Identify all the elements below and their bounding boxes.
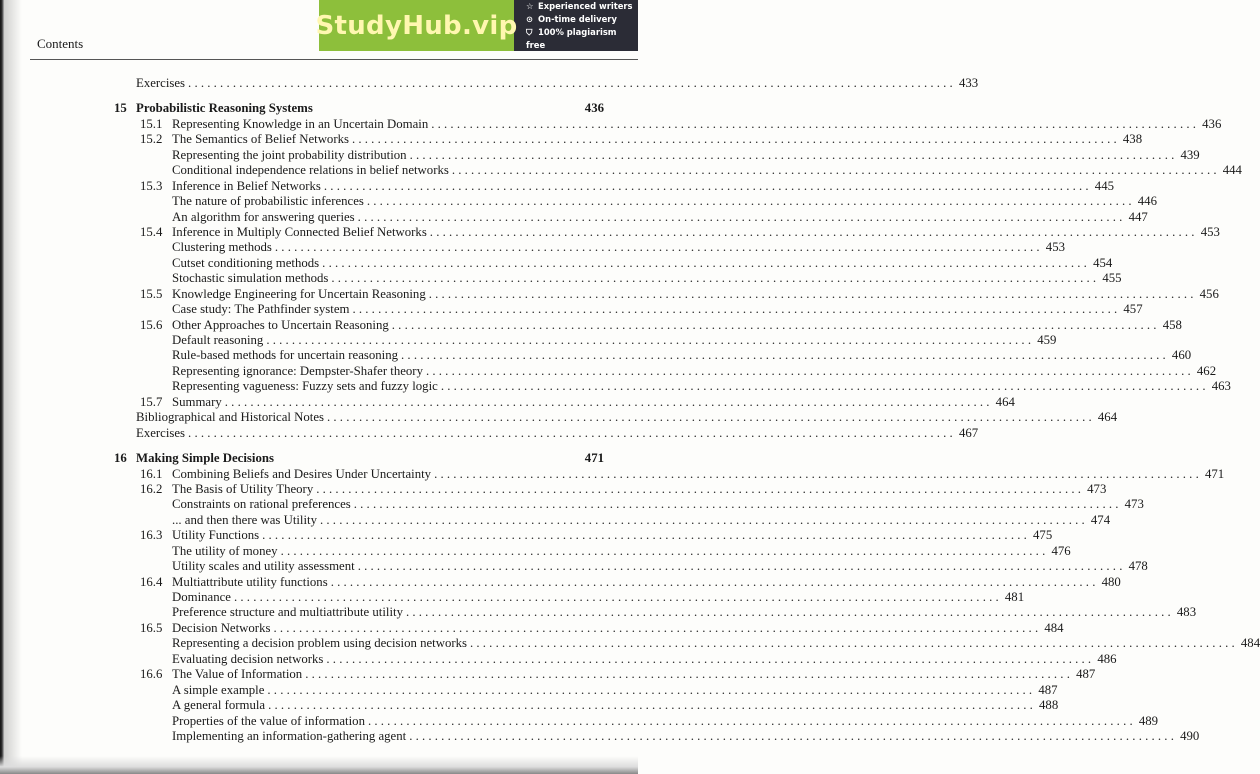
toc-section-entry[interactable] <box>114 528 1053 543</box>
entry-title: Utility scales and utility assessment <box>172 559 355 574</box>
entry-title: Representing vagueness: Fuzzy sets and fuzzy logic <box>172 379 438 394</box>
page-number: 484 <box>1044 620 1064 635</box>
leader-dots: ........................................................................................................................ <box>188 76 956 90</box>
leader-dots: ........................................................................................................................ <box>351 132 1120 147</box>
page-number: 454 <box>1093 255 1113 270</box>
toc-section-entry[interactable] <box>114 667 1096 682</box>
page-number: 487 <box>1038 682 1058 697</box>
page-number: 471 <box>1204 466 1225 481</box>
page-number: 455 <box>1102 271 1122 286</box>
section-number: 16.5 <box>140 620 163 635</box>
section-number: 15.2 <box>140 132 163 147</box>
page-number: 447 <box>1128 209 1148 224</box>
section-number: 15.4 <box>140 224 163 239</box>
entry-title: Evaluating decision networks <box>172 651 324 666</box>
page-number: 436 <box>1202 116 1222 131</box>
page-number: 476 <box>1051 543 1071 558</box>
toc-subsection-entry[interactable] <box>114 271 1122 286</box>
page-number: 475 <box>1033 528 1053 543</box>
page-number: 474 <box>1090 512 1111 527</box>
chapter-16-entries <box>114 466 1260 745</box>
perk-item: ⛉ 100% plagiarism free <box>526 26 617 50</box>
page-number: 460 <box>1171 348 1192 363</box>
toc-section-entry[interactable] <box>114 317 1182 333</box>
page-number: 473 <box>1124 497 1144 512</box>
leader-dots: ........................................................................................................................ <box>353 497 1122 512</box>
entry-title: A general formula <box>172 698 266 713</box>
toc-subsection-entry[interactable] <box>114 163 1242 178</box>
toc-subsection-entry[interactable] <box>114 636 1260 651</box>
table-of-contents <box>114 76 1260 744</box>
toc-subsection-entry[interactable] <box>114 682 1058 698</box>
entry-title: Preference structure and multiattribute utility <box>172 605 403 620</box>
perk-item: ⊙ On-time delivery <box>526 13 617 24</box>
page-number: 480 <box>1101 574 1121 589</box>
chapter-heading-15[interactable]: 15 Probabilistic Reasoning Systems 436 <box>114 101 604 116</box>
leader-dots: ........................................................................................................................ <box>327 410 1095 425</box>
page-number: 473 <box>1087 481 1107 496</box>
entry-title: The nature of probabilistic inferences <box>172 194 364 209</box>
leader-dots: ........................................................................................................................ <box>401 348 1169 363</box>
leader-dots: ........................................................................................................................ <box>262 528 1031 543</box>
brand-logo[interactable]: StudyHub.vip <box>319 0 514 51</box>
page-number: 444 <box>1222 163 1242 178</box>
page-number: 438 <box>1122 132 1143 147</box>
entry-title: Default reasoning <box>172 333 264 347</box>
entry-title: Knowledge Engineering for Uncertain Reasoning <box>172 286 426 301</box>
toc-section-entry[interactable] <box>114 178 1114 194</box>
toc-subsection-entry[interactable] <box>114 728 1200 744</box>
entry-title: Representing a decision problem using decision networks <box>172 636 467 651</box>
page-number: 445 <box>1094 178 1114 193</box>
page-number: 446 <box>1137 194 1157 209</box>
entry-title: An algorithm for answering queries <box>172 209 355 224</box>
toc-subsection-entry[interactable] <box>114 713 1159 729</box>
entry-title: Representing ignorance: Dempster-Shafer theory <box>172 363 423 378</box>
entry-title: Case study: The Pathfinder system <box>172 302 350 317</box>
leader-dots: ........................................................................................................................ <box>352 302 1121 317</box>
toc-subsection-entry[interactable] <box>114 543 1071 559</box>
leader-dots: ........................................................................................................................ <box>267 682 1036 697</box>
entry-title: Implementing an information-gathering agent <box>172 728 407 743</box>
section-number: 16.6 <box>140 667 163 682</box>
leader-dots: ........................................................................................................................ <box>274 240 1043 255</box>
page-number: 439 <box>1180 147 1200 162</box>
entry-title: Combining Beliefs and Desires Under Uncertainty <box>172 466 432 481</box>
leader-dots: ........................................................................................................................ <box>451 163 1220 178</box>
leader-dots: ........................................................................................................................ <box>429 224 1198 239</box>
section-number: 15.1 <box>140 116 163 131</box>
leader-dots: ........................................................................................................................ <box>391 317 1160 332</box>
entry-title: Utility Functions <box>172 528 260 543</box>
leader-dots: ........................................................................................................................ <box>320 512 1088 527</box>
page-number: 487 <box>1076 667 1096 682</box>
page-bottom-edge <box>0 756 638 774</box>
section-number: 15.6 <box>140 317 163 332</box>
toc-section-entry[interactable] <box>114 286 1219 302</box>
toc-section-entry[interactable] <box>114 132 1143 147</box>
toc-section-entry[interactable] <box>114 481 1107 497</box>
entry-title: Decision Networks <box>172 620 271 635</box>
leader-dots: ........................................................................................................................ <box>280 543 1049 558</box>
entry-title: Multiattribute utility functions <box>172 574 328 589</box>
page-number: 478 <box>1128 559 1148 574</box>
section-number: 15.5 <box>140 286 163 301</box>
shield-icon: ⛉ <box>526 26 533 37</box>
leader-dots: ........................................................................................................................ <box>330 574 1099 589</box>
entry-title: Properties of the value of information <box>172 713 365 728</box>
page-number: 457 <box>1123 302 1143 317</box>
toc-subsection-entry[interactable] <box>114 240 1065 255</box>
leader-dots: ........................................................................................................................ <box>268 698 1037 713</box>
running-head: Contents <box>37 36 84 51</box>
page-number: 453 <box>1200 224 1220 239</box>
leader-dots: ........................................................................................................................ <box>409 728 1178 743</box>
toc-subsection-entry[interactable] <box>114 559 1148 574</box>
toc-entry-notes[interactable]: Bibliographical and Historical Notes ........................................................................................................................ 464 <box>136 410 1118 425</box>
leader-dots: ........................................................................................................................ <box>224 394 993 409</box>
entry-title: Inference in Belief Networks <box>172 178 321 193</box>
page-number: 458 <box>1162 317 1182 332</box>
toc-section-entry[interactable] <box>114 224 1220 240</box>
star-icon: ☆ <box>526 0 534 11</box>
page-number: 456 <box>1199 286 1219 301</box>
leader-dots: ........................................................................................................................ <box>367 713 1136 728</box>
page-number: 481 <box>1004 590 1025 604</box>
perk-item: ☆ Experienced writers <box>526 0 633 11</box>
chapter-15-entries <box>114 116 1242 410</box>
toc-subsection-entry[interactable] <box>114 194 1157 209</box>
page-number: 453 <box>1045 240 1065 255</box>
entry-title: Stochastic simulation methods <box>172 271 329 286</box>
toc-section-entry[interactable] <box>114 394 1015 410</box>
entry-title: Representing Knowledge in an Uncertain Domain <box>172 116 429 131</box>
page-number: 489 <box>1138 713 1159 728</box>
promo-banner[interactable] <box>315 0 638 51</box>
toc-section-entry[interactable] <box>114 620 1064 636</box>
toc-section-entry[interactable] <box>114 574 1121 590</box>
entry-title: The utility of money <box>172 543 278 558</box>
toc-entry-exercises[interactable]: Exercises ........................................................................................................................ 467 <box>136 425 979 440</box>
toc-subsection-entry[interactable] <box>114 302 1143 317</box>
spine-shadow <box>4 0 22 774</box>
entry-title: Other Approaches to Uncertain Reasoning <box>172 317 389 332</box>
toc-subsection-entry[interactable] <box>114 651 1117 667</box>
clock-icon: ⊙ <box>526 13 534 24</box>
leader-dots: ........................................................................................................................ <box>326 651 1095 666</box>
leader-dots: ........................................................................................................................ <box>440 379 1209 394</box>
section-number: 16.1 <box>140 466 163 481</box>
section-number: 15.7 <box>140 394 163 409</box>
entry-title: Summary <box>172 394 222 409</box>
toc-subsection-entry[interactable] <box>114 512 1111 528</box>
section-number: 16.3 <box>140 528 163 543</box>
toc-subsection-entry[interactable] <box>114 497 1144 512</box>
page-number: 490 <box>1180 728 1200 743</box>
entry-title: Rule-based methods for uncertain reasoning <box>172 348 399 363</box>
entry-title: The Value of Information <box>172 667 303 682</box>
leader-dots: ........................................................................................................................ <box>305 667 1074 682</box>
leader-dots: ........................................................................................................................ <box>434 466 1202 481</box>
entry-title: Dominance <box>172 590 231 604</box>
chapter-heading-16[interactable]: 16 Making Simple Decisions 471 <box>114 451 604 466</box>
leader-dots: ........................................................................................................................ <box>323 178 1092 193</box>
toc-subsection-entry[interactable] <box>114 147 1200 163</box>
page-number: 488 <box>1039 698 1059 713</box>
leader-dots: ........................................................................................................................ <box>322 255 1091 270</box>
page-number: 483 <box>1176 605 1197 620</box>
entry-title: A simple example <box>172 682 265 697</box>
entry-title: Inference in Multiply Connected Belief Networks <box>172 224 427 239</box>
entry-title: Conditional independence relations in belief networks <box>172 163 449 178</box>
leader-dots: ........................................................................................................................ <box>469 636 1238 651</box>
entry-title: Representing the joint probability distribution <box>172 147 407 162</box>
page-number: 462 <box>1196 363 1217 378</box>
perk-list <box>514 0 638 51</box>
entry-title: Clustering methods <box>172 240 272 255</box>
toc-subsection-entry[interactable] <box>114 255 1113 271</box>
leader-dots: ........................................................................................................................ <box>366 194 1135 209</box>
toc-subsection-entry[interactable] <box>114 698 1059 713</box>
leader-dots: ........................................................................................................................ <box>425 363 1194 378</box>
toc-entry-exercises[interactable]: Exercises ........................................................................................................................ 433 <box>136 76 979 90</box>
leader-dots: ........................................................................................................................ <box>273 620 1042 635</box>
leader-dots: ........................................................................................................................ <box>431 116 1200 131</box>
toc-subsection-entry[interactable] <box>114 333 1057 348</box>
leader-dots: ........................................................................................................................ <box>234 590 1002 604</box>
leader-dots: ........................................................................................................................ <box>357 559 1126 574</box>
section-number: 15.3 <box>140 178 163 193</box>
leader-dots: ........................................................................................................................ <box>428 286 1197 301</box>
toc-subsection-entry[interactable] <box>114 348 1192 363</box>
header-rule <box>30 59 638 60</box>
leader-dots: ........................................................................................................................ <box>266 333 1035 347</box>
toc-subsection-entry[interactable] <box>114 363 1217 379</box>
toc-subsection-entry[interactable] <box>114 605 1197 620</box>
leader-dots: ........................................................................................................................ <box>188 425 956 440</box>
entry-title: Constraints on rational preferences <box>172 497 351 512</box>
toc-subsection-entry[interactable] <box>114 590 1025 605</box>
leader-dots: ........................................................................................................................ <box>405 605 1174 620</box>
leader-dots: ........................................................................................................................ <box>316 481 1085 496</box>
leader-dots: ........................................................................................................................ <box>357 209 1126 224</box>
leader-dots: ........................................................................................................................ <box>331 271 1100 286</box>
toc-subsection-entry[interactable] <box>114 209 1148 225</box>
toc-subsection-entry[interactable] <box>114 379 1231 394</box>
page-number: 463 <box>1211 379 1231 394</box>
entry-title: The Basis of Utility Theory <box>172 481 314 496</box>
page-number: 464 <box>995 394 1015 409</box>
toc-section-entry[interactable] <box>114 466 1225 482</box>
entry-title: Cutset conditioning methods <box>172 255 320 270</box>
section-number: 16.2 <box>140 481 163 496</box>
page-number: 484 <box>1240 636 1260 651</box>
page-number: 486 <box>1097 651 1117 666</box>
section-number: 16.4 <box>140 574 163 589</box>
leader-dots: ........................................................................................................................ <box>409 147 1178 162</box>
toc-section-entry[interactable] <box>114 116 1222 132</box>
page-number: 459 <box>1037 333 1057 347</box>
entry-title: ... and then there was Utility <box>172 512 317 527</box>
entry-title: The Semantics of Belief Networks <box>172 132 349 147</box>
